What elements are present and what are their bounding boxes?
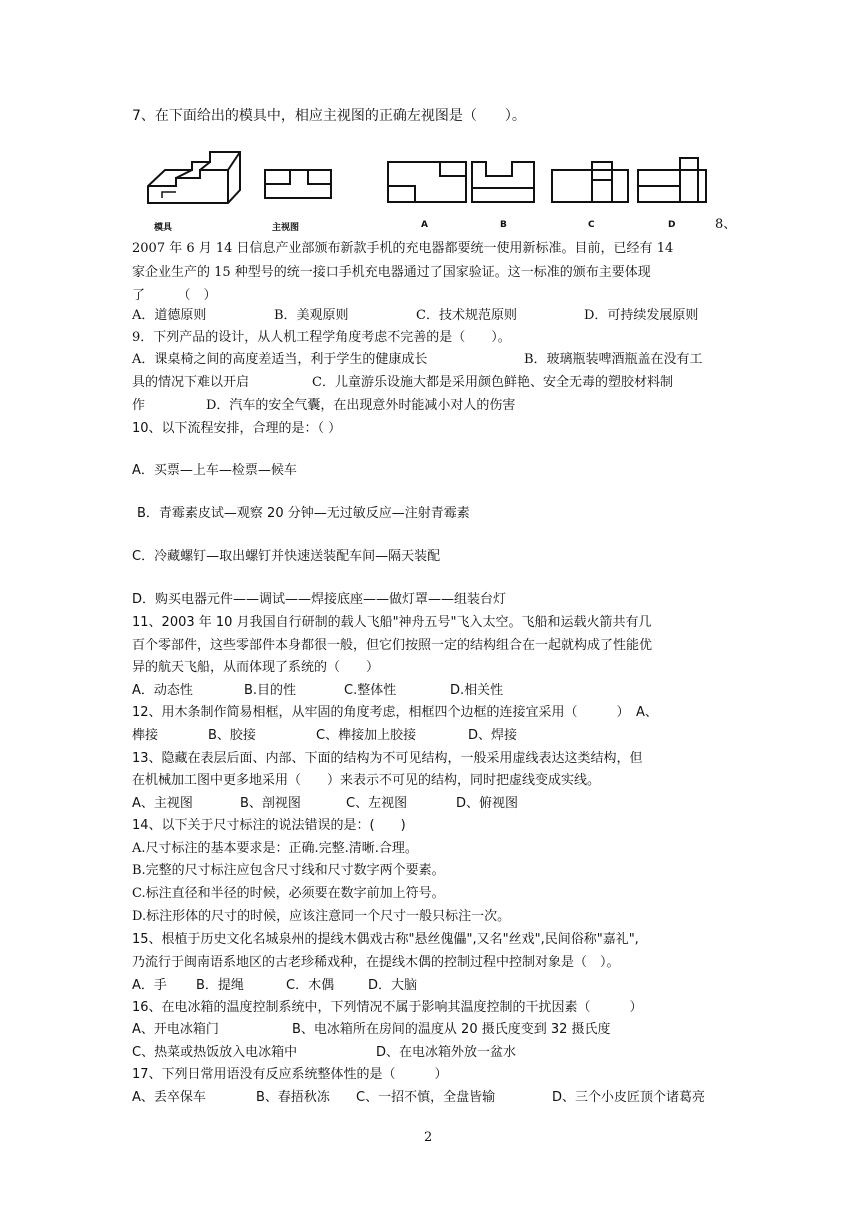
q9-option-d: D．汽车的安全气囊，在出现意外时能减小对人的伤害 bbox=[206, 398, 516, 413]
q9-option-b-end: 具的情况下难以开启 bbox=[132, 375, 250, 390]
q14-option-b: B.完整的尺寸标注应包含尺寸线和尺寸数字两个要素。 bbox=[132, 863, 445, 878]
q14-option-a: A.尺寸标注的基本要求是：正确.完整.清晰.合理。 bbox=[132, 841, 418, 856]
q13-option-b: B、剖视图 bbox=[240, 796, 301, 811]
mold-views-figure bbox=[140, 148, 737, 233]
question-8-line-3: 了 （ ） bbox=[132, 288, 217, 303]
q8-option-b: B．美观原则 bbox=[274, 308, 349, 323]
q8-option-c: C．技术规范原则 bbox=[416, 308, 517, 323]
q8-option-a: A．道德原则 bbox=[132, 308, 207, 323]
q12-option-d: D、焊接 bbox=[468, 728, 518, 743]
question-8-line-1: 2007 年 6 月 14 日信息产业部颁布新款手机的充电器都要统一使用新标准。目前，已经有 14 bbox=[132, 241, 674, 256]
q11-option-d: D.相关性 bbox=[450, 683, 504, 698]
q14-option-c: C.标注直径和半径的时候，必须要在数字前加上符号。 bbox=[132, 886, 445, 901]
q16-option-a: A、开电冰箱门 bbox=[132, 1022, 219, 1037]
question-15-line-1: 15、根植于历史文化名城泉州的提线木偶戏古称"悬丝傀儡",又名"丝戏",民间俗称"嘉礼", bbox=[132, 932, 639, 947]
q12-option-b: B、胶接 bbox=[208, 728, 256, 743]
q15-option-d: D．大脑 bbox=[368, 978, 418, 993]
q17-option-a: A、丢卒保车 bbox=[132, 1090, 206, 1105]
question-15-line-2: 乃流行于闽南语系地区的古老珍稀戏种，在提线木偶的控制过程中控制对象是（ ）。 bbox=[132, 955, 620, 970]
q14-option-d: D.标注形体的尺寸的时候，应该注意同一个尺寸一般只标注一次。 bbox=[132, 909, 511, 924]
q11-option-a: A．动态性 bbox=[132, 683, 193, 698]
q16-option-d: D、在电冰箱外放一盆水 bbox=[376, 1045, 517, 1060]
question-8-line-2: 家企业生产的 15 种型号的统一接口手机充电器通过了国家验证。这一标准的颁布主要体现 bbox=[132, 265, 651, 280]
q10-option-d: D．购买电器元件——调试——焊接底座——做灯罩——组装台灯 bbox=[132, 592, 507, 607]
q9-option-a: A．课桌椅之间的高度差适当，利于学生的健康成长 bbox=[132, 352, 428, 367]
label-d: D bbox=[668, 220, 676, 230]
q8-option-d: D．可持续发展原则 bbox=[584, 308, 699, 323]
question-12-stem: 12、用木条制作简易相框，从牢固的角度考虑，相框四个边框的连接宜采用（ ） A、 bbox=[132, 705, 658, 720]
q15-option-a: A．手 bbox=[132, 978, 167, 993]
question-14-stem: 14、以下关于尺寸标注的说法错误的是：( ) bbox=[132, 818, 406, 833]
question-16-stem: 16、在电冰箱的温度控制系统中，下列情况不属于影响其温度控制的干扰因素（ ） bbox=[132, 1000, 643, 1015]
q9-option-c-start: C．儿童游乐设施大都是采用颜色鲜艳、安全无毒的塑胶材料制 bbox=[312, 375, 673, 390]
mold-views-drawing bbox=[140, 148, 730, 233]
q16-option-b: B、电冰箱所在房间的温度从 20 摄氏度变到 32 摄氏度 bbox=[292, 1022, 611, 1037]
question-11-line-3: 异的航天飞船，从而体现了系统的（ ） bbox=[132, 660, 380, 675]
question-9-stem: 9．下列产品的设计，从人机工程学角度考虑不完善的是（ ）。 bbox=[132, 330, 511, 345]
q11-option-b: B.目的性 bbox=[244, 683, 297, 698]
question-8-number: 8、 bbox=[715, 217, 737, 232]
q13-option-d: D、俯视图 bbox=[456, 796, 519, 811]
question-13-line-1: 13、隐藏在表层后面、内部、下面的结构为不可见结构，一般采用虚线表达这类结构，但 bbox=[132, 751, 643, 766]
q9-option-c-end: 作 bbox=[132, 398, 146, 413]
q17-option-d: D、三个小皮匠顶个诸葛亮 bbox=[552, 1090, 706, 1105]
q16-option-c: C、热菜或热饭放入电冰箱中 bbox=[132, 1045, 298, 1060]
question-7: 7、在下面给出的模具中，相应主视图的正确左视图是（ ）。 bbox=[132, 108, 526, 124]
question-11-line-2: 百个零部件，这些零部件本身都很一般，但它们按照一定的结构组合在一起就构成了性能优 bbox=[132, 638, 653, 653]
label-b: B bbox=[500, 220, 507, 230]
q10-option-c: C．冷藏螺钉—取出螺钉并快速送装配车间—隔天装配 bbox=[132, 549, 441, 564]
q17-option-b: B、春捂秋冻 bbox=[256, 1090, 330, 1105]
q12-option-c: C、榫接加上胶接 bbox=[316, 728, 417, 743]
q12-option-a: 榫接 bbox=[132, 728, 159, 743]
question-13-line-2: 在机械加工图中更多地采用（ ）来表示不可见的结构，同时把虚线变成实线。 bbox=[132, 773, 601, 788]
q11-option-c: C.整体性 bbox=[344, 683, 397, 698]
q9-option-b-start: B．玻璃瓶装啤酒瓶盖在没有工 bbox=[524, 352, 703, 367]
q17-option-c: C、一招不慎，全盘皆输 bbox=[356, 1090, 496, 1105]
question-17-stem: 17、下列日常用语没有反应系统整体性的是（ ） bbox=[132, 1067, 448, 1082]
question-11-line-1: 11、2003 年 10 月我国自行研制的载人飞船"神舟五号"飞入太空。飞船和运载火箭共有几 bbox=[132, 615, 652, 630]
label-c: C bbox=[588, 220, 595, 230]
question-10-stem: 10、以下流程安排，合理的是：（ ） bbox=[132, 421, 342, 436]
label-front-view: 主视图 bbox=[272, 223, 300, 233]
label-a: A bbox=[421, 220, 428, 230]
q15-option-b: B．提绳 bbox=[196, 978, 244, 993]
q10-option-a: A．买票—上车—检票—候车 bbox=[132, 463, 297, 478]
page-number: 2 bbox=[424, 1130, 433, 1145]
q13-option-c: C、左视图 bbox=[346, 796, 408, 811]
label-mold: 模具 bbox=[154, 223, 173, 233]
q10-option-b: B．青霉素皮试—观察 20 分钟—无过敏反应—注射青霉素 bbox=[137, 506, 470, 521]
q15-option-c: C．木偶 bbox=[286, 978, 335, 993]
q13-option-a: A、主视图 bbox=[132, 796, 193, 811]
